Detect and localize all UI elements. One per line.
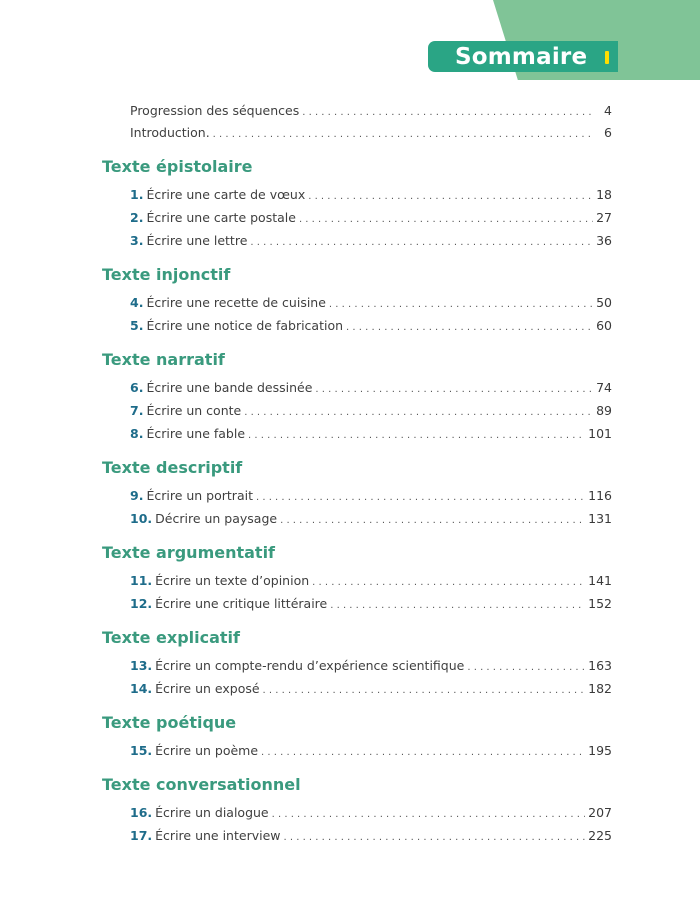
toc-entry-page: 50 (596, 295, 612, 310)
toc-entry[interactable] (130, 426, 612, 444)
dot-leader (284, 828, 586, 843)
toc-entry-introduction[interactable] (130, 125, 612, 143)
toc-entry-page: 195 (588, 743, 612, 758)
toc-entry-page: 60 (596, 318, 612, 333)
toc-entry[interactable] (130, 658, 612, 676)
toc-entry-label: Écrire un exposé (155, 681, 260, 696)
toc-entry[interactable] (130, 295, 612, 313)
dot-leader (256, 488, 585, 503)
dot-leader (248, 426, 585, 441)
chapter-number: 4. (130, 295, 144, 310)
section-title-narratif: Texte narratif (102, 350, 225, 369)
toc-entry-label: Introduction. (130, 125, 210, 140)
toc-entry-progression[interactable] (130, 103, 612, 121)
toc-entry-page: 89 (596, 403, 612, 418)
toc-entry[interactable] (130, 511, 612, 529)
section-title-injonctif: Texte injonctif (102, 265, 231, 284)
chapter-number: 6. (130, 380, 144, 395)
title-tab (428, 41, 618, 72)
toc-entry-page: 36 (596, 233, 612, 248)
toc-entry-label: Écrire une fable (146, 426, 246, 441)
toc-entry-label: Écrire une carte postale (146, 210, 296, 225)
toc-entry-label: Décrire un paysage (155, 511, 278, 526)
toc-entry-label: Écrire un dialogue (155, 805, 269, 820)
toc-entry-label: Écrire une recette de cuisine (146, 295, 326, 310)
toc-entry[interactable] (130, 233, 612, 251)
dot-leader (330, 596, 585, 611)
toc-entry-label: Écrire une carte de vœux (146, 187, 306, 202)
chapter-number: 5. (130, 318, 144, 333)
toc-entry[interactable] (130, 210, 612, 228)
chapter-number: 7. (130, 403, 144, 418)
chapter-number: 1. (130, 187, 144, 202)
chapter-number: 12. (130, 596, 153, 611)
chapter-number: 17. (130, 828, 153, 843)
section-title-epistolaire: Texte épistolaire (102, 157, 253, 176)
dot-leader (308, 187, 593, 202)
toc-entry-page: 4 (604, 103, 612, 118)
chapter-number: 15. (130, 743, 153, 758)
chapter-number: 9. (130, 488, 144, 503)
chapter-number: 8. (130, 426, 144, 441)
chapter-number: 10. (130, 511, 153, 526)
toc-entry-page: 101 (588, 426, 612, 441)
dot-leader (244, 403, 593, 418)
toc-entry-label: Écrire un poème (155, 743, 259, 758)
page-title: Sommaire (455, 43, 588, 70)
toc-entry-label: Écrire une bande dessinée (146, 380, 313, 395)
chapter-number: 13. (130, 658, 153, 673)
dot-leader (250, 233, 593, 248)
toc-entry[interactable] (130, 743, 612, 761)
section-title-descriptif: Texte descriptif (102, 458, 243, 477)
toc-entry-label: Écrire une notice de fabrication (146, 318, 344, 333)
toc-entry[interactable] (130, 805, 612, 823)
chapter-number: 2. (130, 210, 144, 225)
toc-entry[interactable] (130, 403, 612, 421)
toc-entry-page: 131 (588, 511, 612, 526)
toc-entry-label: Écrire un portrait (146, 488, 253, 503)
toc-entry[interactable] (130, 380, 612, 398)
toc-entry-page: 207 (588, 805, 612, 820)
toc-entry-page: 152 (588, 596, 612, 611)
section-title-argumentatif: Texte argumentatif (102, 543, 276, 562)
toc-entry-page: 27 (596, 210, 612, 225)
toc-entry-label: Écrire une interview (155, 828, 281, 843)
toc-entry-page: 6 (604, 125, 612, 140)
dot-leader (272, 805, 586, 820)
dot-leader (299, 210, 593, 225)
toc-entry-page: 163 (588, 658, 612, 673)
toc-entry-label: Écrire un texte d’opinion (155, 573, 310, 588)
toc-entry-page: 225 (588, 828, 612, 843)
toc-entry-page: 182 (588, 681, 612, 696)
dot-leader (312, 573, 585, 588)
dot-leader (315, 380, 593, 395)
section-title-conversationnel: Texte conversationnel (102, 775, 301, 794)
dot-leader (263, 681, 586, 696)
chapter-number: 11. (130, 573, 153, 588)
toc-entry-page: 116 (588, 488, 612, 503)
dot-leader (329, 295, 593, 310)
dot-leader (302, 103, 595, 118)
dot-leader (213, 125, 595, 140)
title-accent-bar (605, 51, 609, 64)
section-title-poetique: Texte poétique (102, 713, 237, 732)
toc-entry-label: Écrire un compte-rendu d’expérience scientifique (155, 658, 465, 673)
dot-leader (467, 658, 585, 673)
toc-entry[interactable] (130, 318, 612, 336)
toc-entry[interactable] (130, 488, 612, 506)
toc-entry-page: 141 (588, 573, 612, 588)
toc-entry[interactable] (130, 828, 612, 846)
dot-leader (280, 511, 585, 526)
toc-entry-label: Progression des séquences (130, 103, 300, 118)
toc-entry[interactable] (130, 681, 612, 699)
toc-entry-label: Écrire un conte (146, 403, 242, 418)
toc-entry[interactable] (130, 187, 612, 205)
toc-entry[interactable] (130, 573, 612, 591)
dot-leader (346, 318, 593, 333)
toc-entry-page: 74 (596, 380, 612, 395)
chapter-number: 14. (130, 681, 153, 696)
chapter-number: 3. (130, 233, 144, 248)
toc-entry[interactable] (130, 596, 612, 614)
section-title-explicatif: Texte explicatif (102, 628, 240, 647)
toc-entry-page: 18 (596, 187, 612, 202)
toc-entry-label: Écrire une lettre (146, 233, 248, 248)
toc-entry-label: Écrire une critique littéraire (155, 596, 328, 611)
dot-leader (261, 743, 585, 758)
chapter-number: 16. (130, 805, 153, 820)
